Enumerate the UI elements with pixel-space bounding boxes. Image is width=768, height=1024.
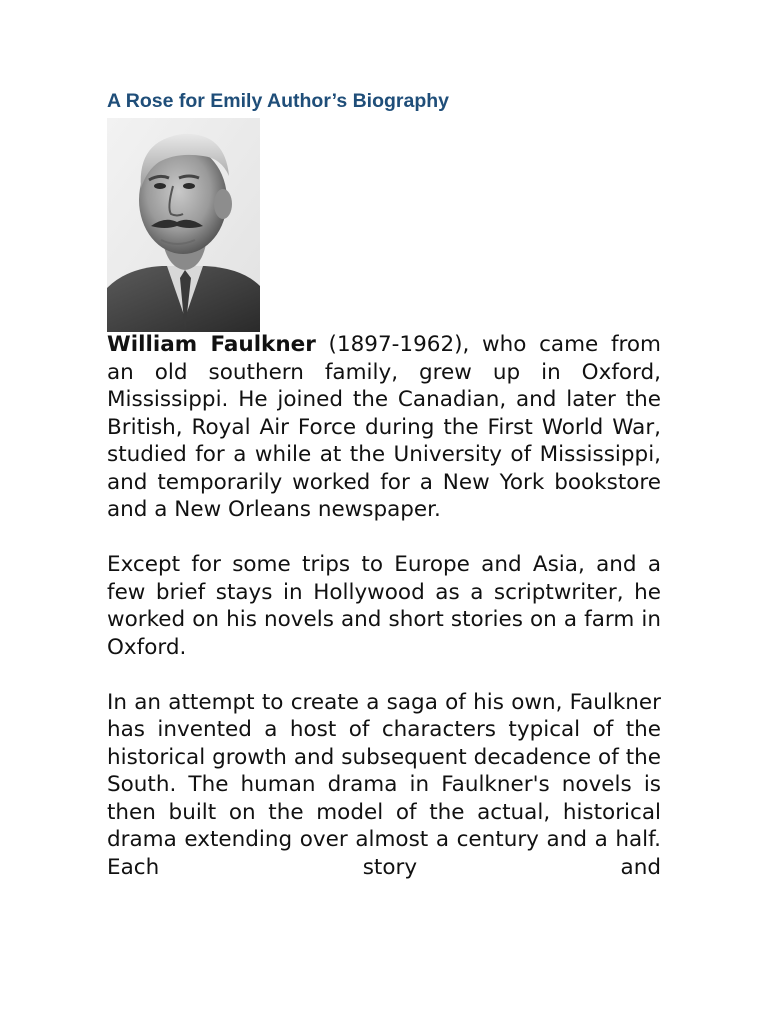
- paragraph-early-life-text: (1897-1962), who came from an old southern family, grew up in Oxford, Mississippi. He joined the Canadian, and later the British, Royal Air Force during the First World War, studied for a while at the University of Mississippi, and temporarily worked for a New York bookstore and a New Orleans newspaper.: [107, 332, 661, 522]
- paragraph-early-life: [107, 331, 661, 524]
- author-name: William Faulkner: [107, 332, 316, 357]
- author-portrait-photo: [107, 118, 260, 332]
- paragraph-saga: In an attempt to create a saga of his own, Faulkner has invented a host of characters typical of the historical growth and subsequent decadence of the South. The human drama in Faulkner's novels is then built on the model of the actual, historical drama extending over almost a century and a half. Each story and: [107, 689, 661, 880]
- biography-text: [107, 331, 661, 909]
- paragraph-career: Except for some trips to Europe and Asia, and a few brief stays in Hollywood as a scriptwriter, he worked on his novels and short stories on a farm in Oxford.: [107, 552, 661, 660]
- document-title: A Rose for Emily Author’s Biography: [107, 90, 450, 112]
